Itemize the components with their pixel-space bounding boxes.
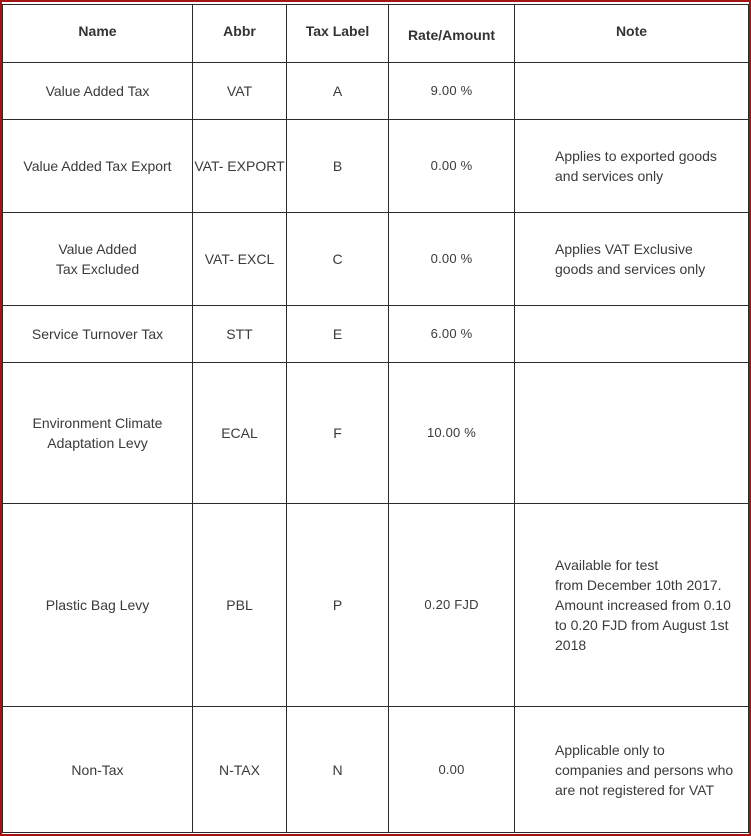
cell-tax-label: E	[287, 306, 389, 363]
cell-note	[515, 213, 749, 306]
table-row	[3, 63, 749, 120]
name-line: Value Added Tax	[45, 83, 150, 99]
note-line: and services only	[555, 168, 664, 184]
cell-name	[3, 63, 193, 120]
cell-name	[3, 504, 193, 707]
cell-abbr: N-TAX	[193, 707, 287, 833]
cell-abbr: VAT	[193, 63, 287, 120]
name-line: Adaptation Levy	[47, 435, 148, 451]
note-line: goods and services only	[555, 261, 706, 277]
cell-note	[515, 120, 749, 213]
cell-rate: 10.00 %	[389, 363, 515, 504]
cell-rate: 0.00 %	[389, 120, 515, 213]
name-line: Service Turnover Tax	[31, 326, 164, 342]
cell-tax-label: A	[287, 63, 389, 120]
table-row	[3, 707, 749, 833]
cell-rate: 0.00 %	[389, 213, 515, 306]
header-tax-label: Tax Label	[287, 5, 389, 63]
name-line: Non-Tax	[71, 761, 124, 778]
cell-note	[515, 707, 749, 833]
cell-abbr: ECAL	[193, 363, 287, 504]
note-line: are not registered for VAT	[555, 781, 714, 798]
note-line: companies and persons who	[555, 761, 734, 778]
header-rate-amount: Rate/Amount	[389, 5, 515, 63]
header-name: Name	[3, 5, 193, 63]
cell-tax-label: F	[287, 363, 389, 504]
name-line: Value Added Tax Export	[23, 158, 172, 174]
table-row	[3, 306, 749, 363]
note-line: Applies VAT Exclusive	[555, 241, 693, 257]
cell-abbr: STT	[193, 306, 287, 363]
cell-rate: 0.00	[389, 707, 515, 833]
note-line: 2018	[555, 637, 587, 653]
cell-rate: 0.20 FJD	[389, 504, 515, 707]
cell-note	[515, 504, 749, 707]
cell-abbr: PBL	[193, 504, 287, 707]
cell-name	[3, 707, 193, 833]
note-line: Applies to exported goods	[555, 148, 717, 164]
cell-abbr: VAT- EXPORT	[193, 120, 287, 213]
name-line: Tax Excluded	[55, 261, 140, 277]
header-abbr: Abbr	[193, 5, 287, 63]
cell-note	[515, 63, 749, 120]
cell-name	[3, 213, 193, 306]
note-line: to 0.20 FJD from August 1st	[555, 617, 729, 633]
note-line: Amount increased from 0.10	[555, 597, 731, 613]
cell-name	[3, 363, 193, 504]
cell-note	[515, 306, 749, 363]
cell-rate: 9.00 %	[389, 63, 515, 120]
cell-tax-label: N	[287, 707, 389, 833]
note-line: from December 10th 2017.	[555, 577, 722, 593]
name-line: Plastic Bag Levy	[45, 597, 150, 613]
table-row	[3, 363, 749, 504]
cell-tax-label: B	[287, 120, 389, 213]
cell-tax-label: P	[287, 504, 389, 707]
name-line: Environment Climate	[32, 415, 163, 431]
cell-rate: 6.00 %	[389, 306, 515, 363]
cell-name	[3, 120, 193, 213]
table-header-row	[3, 5, 749, 63]
cell-name	[3, 306, 193, 363]
note-line: Applicable only to	[555, 741, 665, 758]
cell-abbr: VAT- EXCL	[193, 213, 287, 306]
table-row	[3, 120, 749, 213]
tax-rates-table	[2, 4, 749, 833]
note-line: Available for test	[555, 557, 659, 573]
cell-tax-label: C	[287, 213, 389, 306]
header-note: Note	[515, 5, 749, 63]
name-line: Value Added	[58, 241, 137, 257]
table-row	[3, 213, 749, 306]
table-row	[3, 504, 749, 707]
cell-note	[515, 363, 749, 504]
